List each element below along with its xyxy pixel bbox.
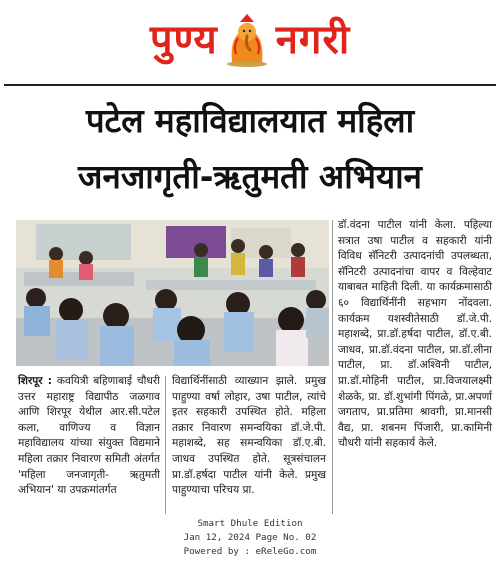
article-column-1-text: कवयित्री बहिणाबाई चौधरी उत्तर महाराष्ट्र विद्यापीठ जळगाव आणि शिरपूर येथील आर.सी.पटेल कला, वाणिज्य व विज्ञान महाविद्यालय यांच्या संयुक्त विद्यमाने महिला तक्रार निवारण समिती अंतर्गत 'महिला जनजागृती- ऋतुमती अभियान' या उपक्रमांतर्गत (18, 375, 160, 497)
footer-date-page: Jan 12, 2024 Page No. 02 (183, 532, 317, 543)
masthead-left-word: पुण्य (149, 17, 218, 63)
masthead-right-word: नगरी (275, 17, 351, 63)
column-divider-2 (332, 220, 333, 514)
headline-line-1: पटेल महाविद्यालयात महिला (85, 101, 415, 140)
ganesh-logo-icon (224, 12, 270, 68)
footer-powered-by: Powered by : eReleGo.com (183, 546, 317, 557)
article-column-2 (172, 374, 326, 499)
article-dateline: शिरपूर : (18, 375, 53, 387)
article-column-3 (338, 218, 492, 452)
headline-line-2: जनजागृती-ऋतुमती अभियान (78, 157, 422, 196)
masthead (0, 6, 500, 74)
article-column-3-text: डॉ.वंदना पाटील यांनी केला. पहिल्या सत्रात उषा पाटील व सहकारी यांनी विविध सॅनिटरी उत्पादनांची उपलब्धता, सॅनिटरी उत्पादनांचा वापर व विल्हेवाट याबाबत माहिती दिली. या कार्यक्रमासाठी ६० विद्यार्थिनींनी सहभाग नोंदवला. कार्यक्रम यशस्वीतेसाठी डॉ.जे.पी. महाशब्दे, प्रा.डॉ.हर्षदा पाटील, डॉ.ए.बी. जाधव, प्रा.डॉ.वंदना पाटील, प्रा.डॉ.लीना पाटील, प्रा. डॉ.अश्विनी पाटील, प्रा.डॉ.मोहिनी पाटील, प्रा.विजयालक्ष्मी शेळके, प्रा. डॉ.शुभांगी पिंगळे, प्रा.अपर्णा जगताप, प्रा.प्रतिमा श्रावगी, प्रा.मानसी वैद्य, प्रा. शबनम पिंजारी, प्रा.कामिनी चौधरी यांनी सहकार्य केले. (338, 219, 492, 450)
event-photo (16, 220, 329, 366)
article-column-2-text: विद्यार्थिनींसाठी व्याख्यान झाले. प्रमुख पाहुण्या वर्षा लोहार, उषा पाटील, त्यांचे इतर सहकारी उपस्थित होते. महिला तक्रार निवारण समन्वयिका डॉ.जे.पी. महाशब्दे, सह समन्वयिका डॉ.ए.बी. जाधव उपस्थित होते. सूत्रसंचालन प्रा.डॉ.हर्षदा पाटील यांनी केले. प्रमुख पाहुण्याचा परिचय प्रा. (172, 375, 326, 497)
column-divider-1 (165, 376, 166, 514)
top-rule (4, 84, 496, 86)
article-column-1 (18, 374, 160, 499)
footer-edition: Smart Dhule Edition (197, 518, 303, 529)
